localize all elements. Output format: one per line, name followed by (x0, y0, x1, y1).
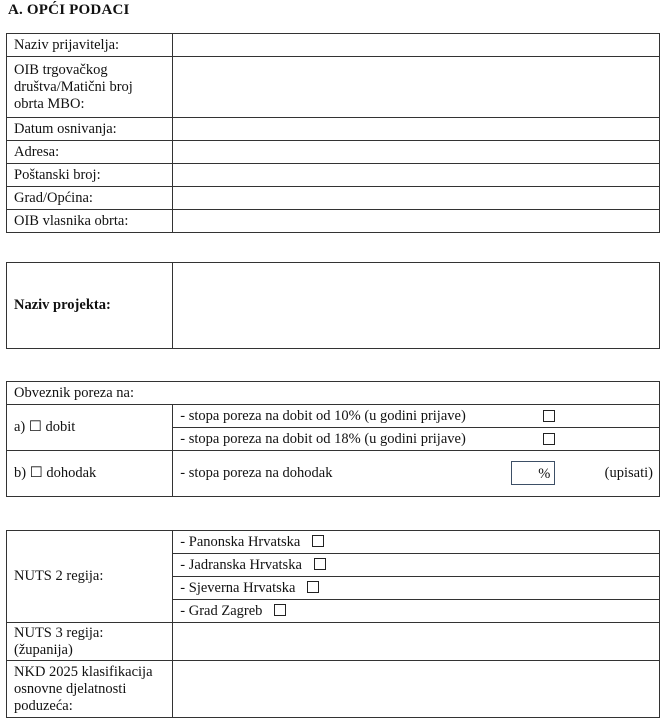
tax-title: Obveznik poreza na: (7, 382, 660, 405)
nuts2-option-zagreb[interactable] (173, 600, 660, 623)
profit-option[interactable]: a) ☐ dobit (7, 405, 173, 451)
founding-date-field[interactable] (173, 118, 660, 141)
row-nkd (7, 661, 660, 718)
income-option[interactable]: b) ☐ dohodak (7, 451, 173, 497)
project-table (6, 262, 660, 349)
row-tax-title (7, 382, 660, 405)
oib-company-field[interactable] (173, 57, 660, 118)
nuts2-checkbox[interactable] (307, 581, 319, 593)
oib-company-label: OIB trgovačkog društva/Matični broj obrta MBO: (7, 57, 173, 118)
profit-18-label: - stopa poreza na dobit od 18% (u godini prijave) (180, 430, 466, 447)
row-nuts2-1 (7, 531, 660, 554)
row-founding-date (7, 118, 660, 141)
row-owner-oib (7, 210, 660, 233)
nuts2-checkbox[interactable] (314, 558, 326, 570)
nuts3-field[interactable] (173, 623, 660, 661)
row-income (7, 451, 660, 497)
section-heading: A. OPĆI PODACI (8, 2, 130, 18)
nuts2-option-label: - Grad Zagreb (180, 602, 263, 619)
profit-10-checkbox[interactable] (543, 410, 555, 422)
postal-code-label: Poštanski broj: (7, 164, 173, 187)
city-label: Grad/Općina: (7, 187, 173, 210)
profit-10-cell (173, 405, 660, 428)
regions-table (6, 530, 660, 718)
owner-oib-field[interactable] (173, 210, 660, 233)
city-field[interactable] (173, 187, 660, 210)
row-postal-code (7, 164, 660, 187)
nuts2-option-sjeverna[interactable] (173, 577, 660, 600)
nuts2-label: NUTS 2 regija: (7, 531, 173, 623)
applicant-name-field[interactable] (173, 34, 660, 57)
profit-18-checkbox[interactable] (543, 433, 555, 445)
row-profit-10 (7, 405, 660, 428)
owner-oib-label: OIB vlasnika obrta: (7, 210, 173, 233)
applicant-name-label: Naziv prijavitelja: (7, 34, 173, 57)
nuts2-option-panonska[interactable] (173, 531, 660, 554)
nkd-field[interactable] (173, 661, 660, 718)
nkd-label: NKD 2025 klasifikacija osnovne djelatnosti poduzeća: (7, 661, 173, 718)
row-applicant-name (7, 34, 660, 57)
nuts2-option-label: - Jadranska Hrvatska (180, 556, 302, 573)
income-rate-input[interactable]: % (511, 461, 555, 485)
row-oib-company (7, 57, 660, 118)
tax-table (6, 381, 660, 497)
row-city (7, 187, 660, 210)
nuts2-checkbox[interactable] (312, 535, 324, 547)
nuts2-option-label: - Sjeverna Hrvatska (180, 579, 296, 596)
profit-18-cell (173, 428, 660, 451)
address-label: Adresa: (7, 141, 173, 164)
row-address (7, 141, 660, 164)
income-rate-cell (173, 451, 660, 497)
row-nuts3 (7, 623, 660, 661)
row-project-name (7, 263, 660, 349)
nuts2-option-label: - Panonska Hrvatska (180, 533, 301, 550)
profit-10-label: - stopa poreza na dobit od 10% (u godini prijave) (180, 407, 466, 424)
nuts2-checkbox[interactable] (274, 604, 286, 616)
nuts3-label: NUTS 3 regija: (županija) (7, 623, 173, 661)
project-name-field[interactable] (173, 263, 660, 349)
address-field[interactable] (173, 141, 660, 164)
postal-code-field[interactable] (173, 164, 660, 187)
founding-date-label: Datum osnivanja: (7, 118, 173, 141)
nuts2-option-jadranska[interactable] (173, 554, 660, 577)
income-rate-label: - stopa poreza na dohodak (180, 465, 333, 481)
enter-hint: (upisati) (604, 464, 653, 481)
general-info-table (6, 33, 660, 233)
project-name-label: Naziv projekta: (7, 263, 173, 349)
